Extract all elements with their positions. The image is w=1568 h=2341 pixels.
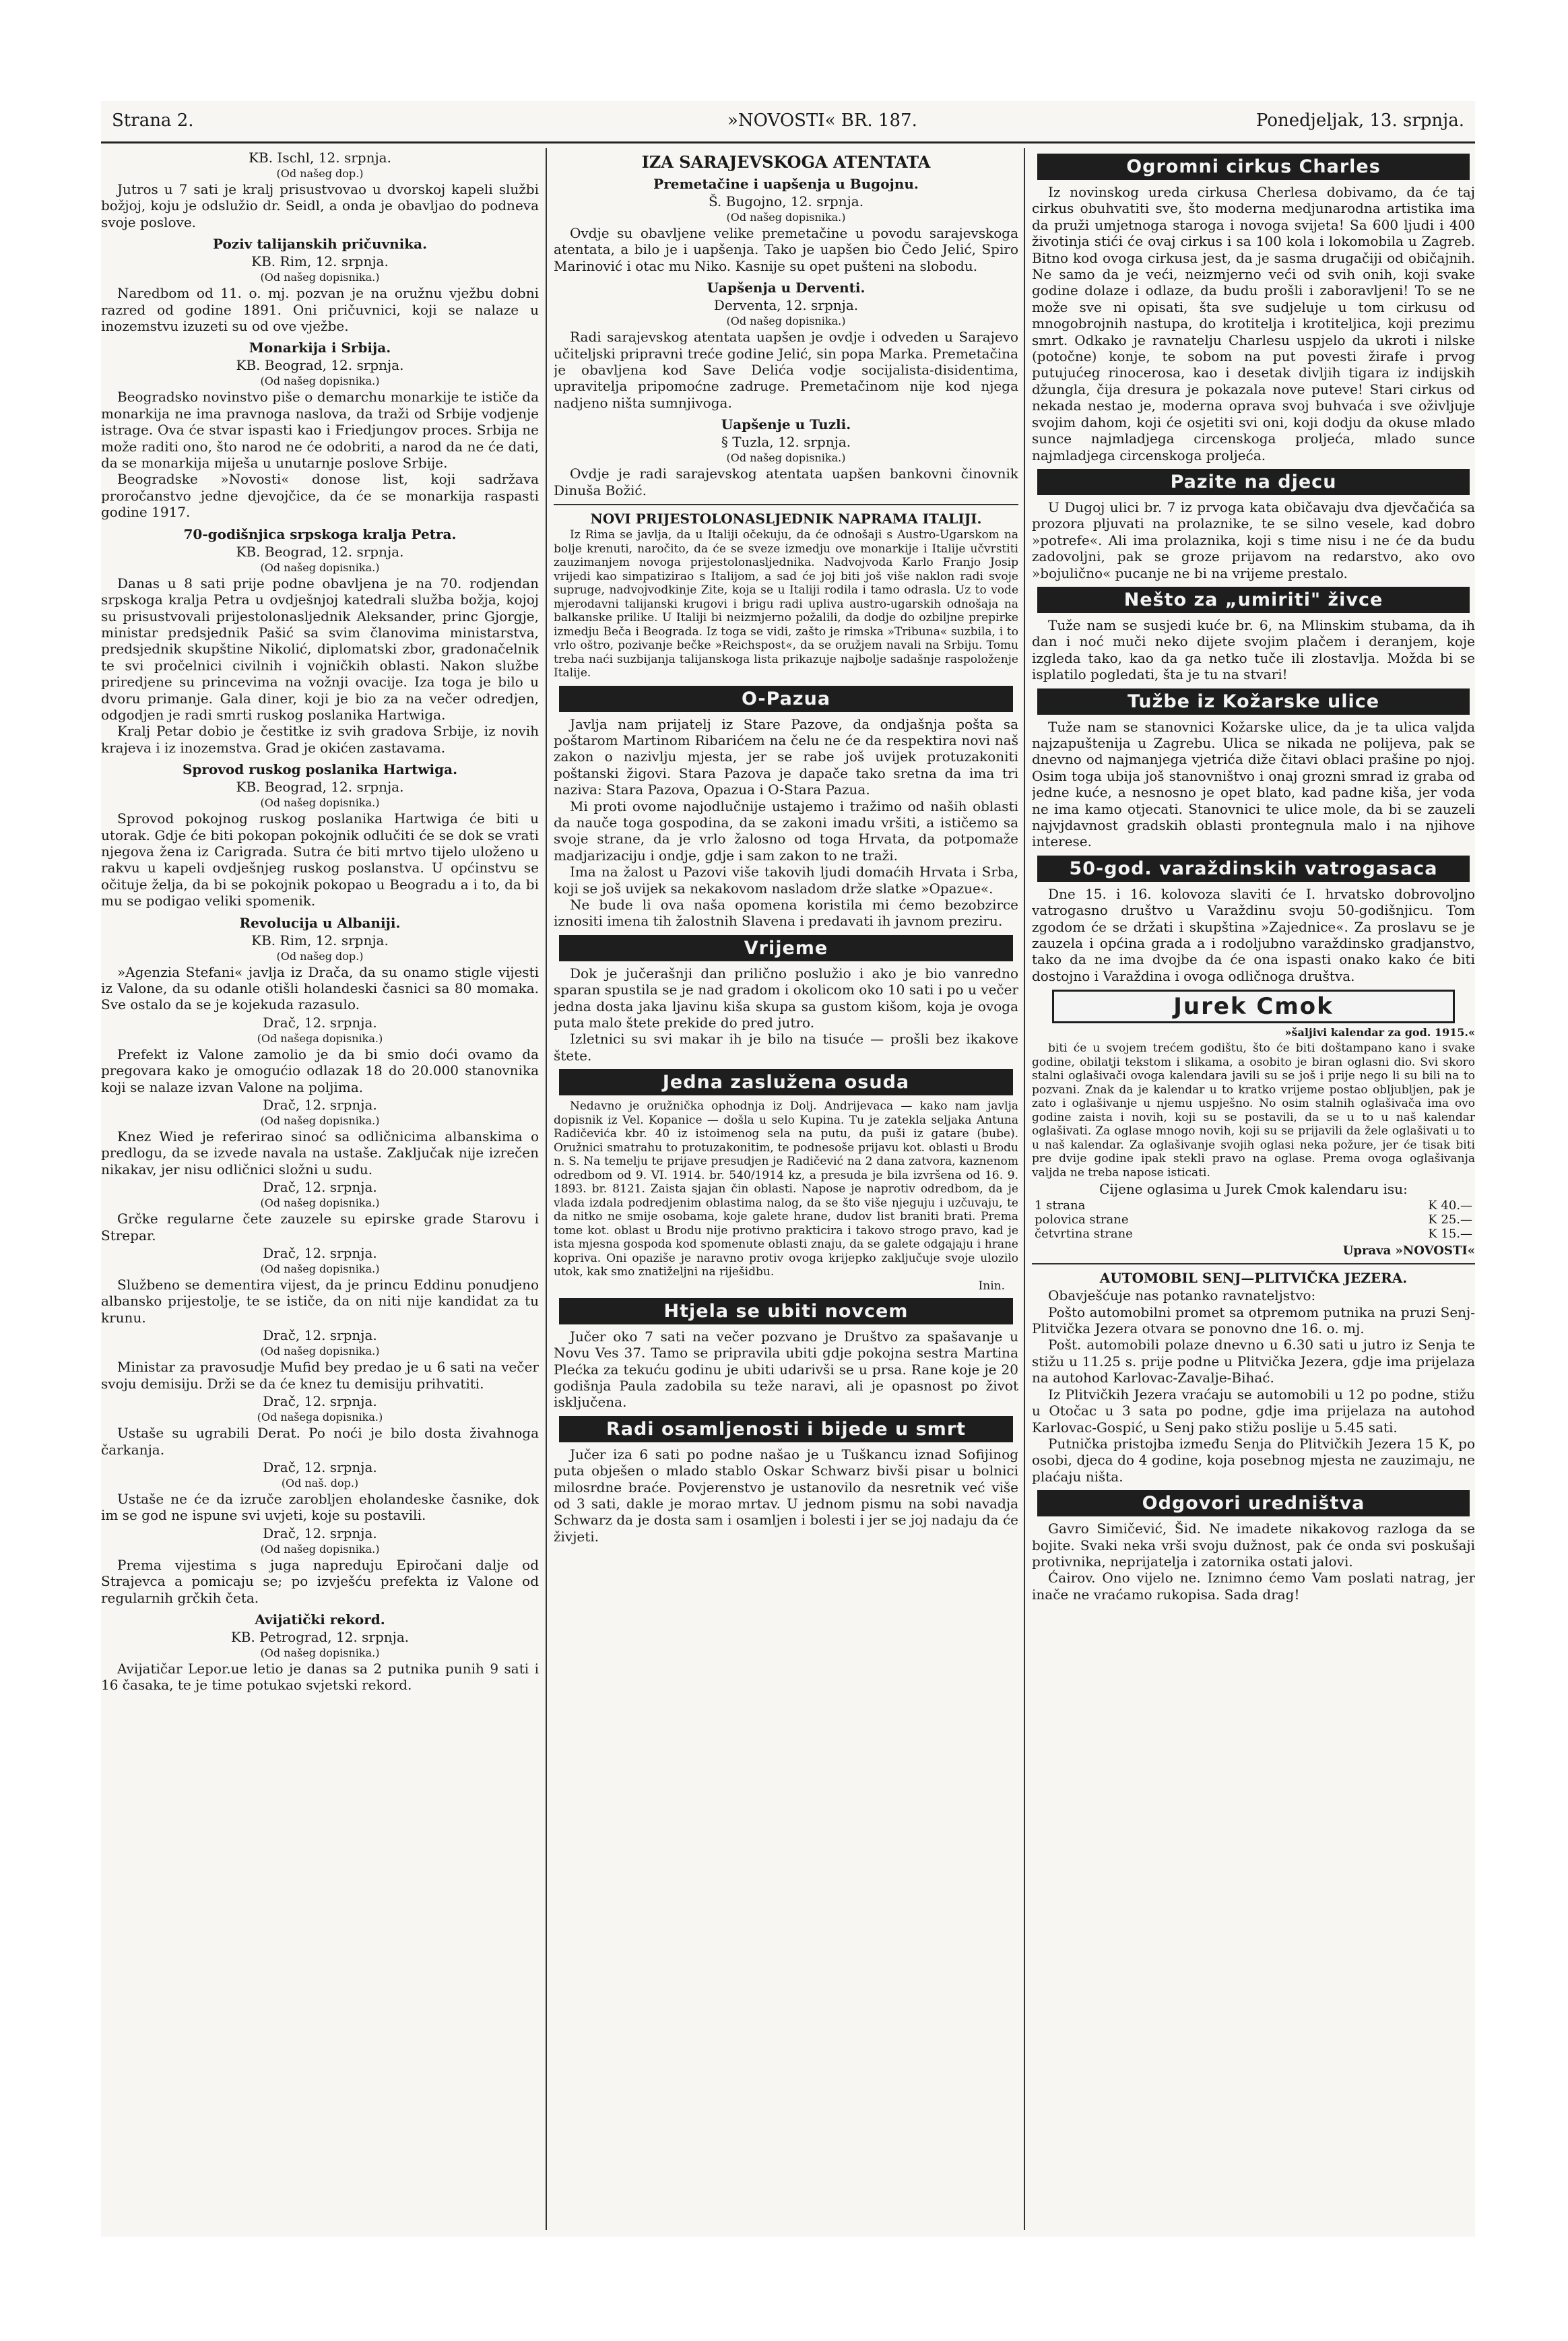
dateline: Drač, 12. srpnja. <box>263 1525 377 1541</box>
article-body: Ima na žalost u Pazovi više takovih ljudi domaćih Hrvata i Srba, koji se još uvijek sa nekakovom nasladom drže slatke »Opazue«. <box>554 864 1018 897</box>
article-body: Pošt. automobili polaze dnevno u 6.30 sati u jutro iz Senja te stižu u 11.25 s. prije podne u Plitvička Jezera, gdje ima prijelaza na autohod Karlovac-Zavalje-Bihać. <box>1032 1337 1475 1386</box>
article-body: Sprovod pokojnog ruskog poslanika Hartwiga će biti u utorak. Gdje će biti pokopan pokojnik odlučiti će se dok se vrati njegova žena iz Carigrada. Sutra će biti mrtvo tijelo uloženo u rakvu u kapeli ovdješnjeg ruskog poslanstva. U općinstvu se očituje želja, da bi se pokojnik pokopao u Beogradu a i to, da bi mu se podigao veliki spomenik. <box>101 810 539 909</box>
source: (Od našeg dopisnika.) <box>260 1646 380 1659</box>
article-body: Gavro Simičević, Šid. Ne imadete nikakovog razloga da se bojite. Svaki neka vrši svoju dužnost, pak će onda svi poskušaji protivnika, neprijatelja i zatornika ostati jalovi. <box>1032 1520 1475 1570</box>
source: (Od našeg dopisnika.) <box>726 451 846 465</box>
article-body: Ministar za pravosudje Mufid bey predao je u 6 sati na večer svoju demisiju. Drži se da će knez tu demisiju prihvatiti. <box>101 1359 539 1392</box>
price-label: polovica strane <box>1035 1213 1129 1227</box>
ad-jurek-cmok <box>1032 990 1475 1258</box>
article-vatrogasci <box>1032 856 1475 984</box>
article-body: Jučer iza 6 sati po podne našao je u Tuškancu iznad Sofijinog puta obješen o mlado stablo Oskar Schwarz bivši pisar u bolnici milosrdne braće. Povjerenstvo je ustanovilo da nesretnik već više od 3 sati, dakle je morao mrtav. U jednom pismu na sobi navadja Schwarz da je dosta sam i osamljen i bolesti i jer se joj nadaju da će živjeti. <box>554 1446 1018 1545</box>
article-body: Ustaše su ugrabili Derat. Po noći je bilo dosta živahnoga čarkanja. <box>101 1425 539 1458</box>
article-body: Službeno se dementira vijest, da je princu Eddinu ponudjeno albansko prijestolje, te se ističe, da on niti nije kandidat za tu krunu. <box>101 1277 539 1326</box>
article-body: Dok je jučerašnji dan prilično poslužio i ako je bio vanredno sparan spustila se je nad gradom i okolicom oko 10 sati i po u večer jedna dosta jaka ljavinu kiša skupa sa gustom kišom, koja je ovoga puta malo štete prekide do pred jutro. <box>554 965 1018 1031</box>
price-table <box>1032 1198 1475 1241</box>
dateline: KB. Beograd, 12. srpnja. <box>236 357 404 374</box>
dateline: Drač, 12. srpnja. <box>263 1097 377 1114</box>
issue-date: Ponedjeljak, 13. srpnja. <box>1255 110 1464 131</box>
page-number: Strana 2. <box>112 110 194 131</box>
article-albanija <box>101 915 539 1606</box>
article-body: Izletnici su svi makar ih je bilo na tisuće — prošli bez ikakove štete. <box>554 1031 1018 1064</box>
dateline: KB. Beograd, 12. srpnja. <box>236 543 404 560</box>
article-body: Beogradsko novinstvo piše o demarchu monarkije te ističe da monarkija ne ima pravnoga naslova, da traži od Srbije vodjenje istrage. Ova će stvar ispasti kao i Friedjungov proces. Srbija ne može raditi ono, što narod ne će odobriti, a narod da ne će dati, da se monarkija miješa u unutarnje poslove Srbije. <box>101 389 539 472</box>
article-body: Dne 15. i 16. kolovoza slaviti će I. hrvatsko dobrovoljno vatrogasno društvo u Varaždinu svoju 50-godišnjicu. Tom zgodom će se držati i skupština »Zajednice«. Za proslavu se je zauzela i općina grada a i rodoljubno varaždinsko gradjanstvo, tako da ne ima dvojbe da će ona ispasti onako kako će biti dostojno i Varaždina i ovoga odličnoga društva. <box>1032 885 1475 984</box>
source: (Od našeg dopisnika.) <box>260 1196 380 1210</box>
article-body: Tuže nam se stanovnici Kožarske ulice, da je ta ulica valjda najzapuštenija u Zagrebu. Ulica se nikada ne polijeva, pak se dnevno od najmanjega vjetrića diže čitavi oblaci prašine po njoj. Osim toga ubija još stanovništvo i onaj grozni smrad iz graba od jedne kuće, a nesnosno je opet blato, kad padne kiša, jer voda ne ima kamo otjecati. Stanovnici te ulice mole, da bi se zauzeli najvjdavnost gradskih oblasti prontegnula malo i na njihove interese. <box>1032 718 1475 850</box>
source: (Od našega dopisnika.) <box>257 1031 383 1045</box>
article-title: Pazite na djecu <box>1037 469 1470 495</box>
article-prijestolonasljednik <box>554 511 1018 680</box>
article-title: Avijatički rekord. <box>255 1611 385 1628</box>
article-pazua <box>554 686 1018 930</box>
article-body: U Dugoj ulici br. 7 iz prvoga kata običavaju dva djevčačića sa prozora pljuvati na prolaznike, te se silno vesele, kad dobro »potrefe«. Ali ima prolaznika, koji s time nisu i ne će da budu zadovoljni, pak se groze prijavom na redarstvo, ako ovo »bojuličnо« pucanje ne bi na vrijeme prestalo. <box>1032 499 1475 581</box>
source: (Od našeg dopisnika.) <box>260 1542 380 1556</box>
article-title: Htjela se ubiti novcem <box>559 1298 1013 1324</box>
article-derventa <box>554 280 1018 411</box>
dateline: Drač, 12. srpnja. <box>263 1014 377 1031</box>
article-title: Uapšenje u Tuzli. <box>721 416 851 433</box>
source: (Od našeg dopisnika.) <box>260 1345 380 1358</box>
price-label: 1 strana <box>1035 1198 1086 1213</box>
article-petar <box>101 526 539 756</box>
dateline: Drač, 12. srpnja. <box>263 1393 377 1410</box>
column-3 <box>1032 148 1475 2230</box>
article-sarajevo <box>554 152 1018 274</box>
article-body: Nedavno je oružnička ophodnja iz Dolj. Andrijevaca — kako nam javlja dopisnik iz Vel. Kopanice — došla u selo Kupina. Tu je zatekla seljaka Antuna Radičevića kbr. 40 iz istoimenog sela na putu, da puši iz gatare (bube). Oružnici smatrahu to protuzakonitim, te podnesoše prijavu kot. oblasti u Brodu n. S. Na temelju te prijave presudjen je Radičević na 2 dana zatvora, kaznenom odredbom od 9. VI. 1914. br. 540/1914 kz, a presuda je bila izvršena od 16. 9. 1893. br. 8121. Zaista sjajan čin oblasti. Napose je naprotiv odredbom, da je vlada izdala podredjenim oblastima nalog, da se što više njeguju i uzčuvaju, te da nitko ne smije osobama, koje galete hrane, dudov list braniti brati. Prema tome kot. oblast u Brodu nije protivno prakticira i takovo strogo pravo, kad je ista mjesna gospoda kod spomenute oblasti znaju, da se galete odgajaju i hrane kopriva. Oni opaziše je naravno protiv ovoga krijepko zaključuje svoje ulozilo utok, kak smo znatiželjni na riješidbu. <box>554 1099 1018 1279</box>
article-body: Iz Rima se javlja, da u Italiji očekuju, da će odnošaji s Austro-Ugarskom na bolje krenuti, naročito, da će se sveze izmedju ove monarkije i Italije učvrstiti zauzimanjem novoga prijestolonasljednika. Nadvojvoda Karlo Franjo Josip vrijedi kao simpatizirao s Italijom, a sad će joj biti još više naklon radi svoje supruge, nadvojvodkinje Zite, koja se u Italiji rodila i tamo odrasla. Uz to vode mjerodavni talijanski krugovi i brigu radi upliva austro-ugarskih odnošaja na balkanske prilike. U Italiji bi neizmjerno požalili, da dodje do ozbiljne prepirke izmedju Beča i Beograda. Iz toga se vidi, zašto je rimska »Tribuna« suzbila, i to vrlo oštro, pozivanje bečke »Reichspost«, da se oružjem navali na Srbiju. Tomu treba naći suzbijanja talijanskoga lista prikazuje najbolje sadašnje raspoloženje Italije. <box>554 528 1018 680</box>
article-body: Radi sarajevskog atentata uapšen je ovdje i odveden u Sarajevo učiteljski pripravni treće godine Jelić, sin popa Marka. Premetačina je obavljena kod Save Delića vodje socijalista-disidentima, upraviteljа pripomoćne zadruge. Premetačinom nije kod njega nadjeno ništa sumnjivoga. <box>554 329 1018 411</box>
article-body: Avijatičar Lepor.ue letio je danas sa 2 putnika punih 9 sati i 16 časaka, te je time potukao svjetski rekord. <box>101 1660 539 1694</box>
source: (Od našeg dopisnika.) <box>260 375 380 388</box>
article-title: Odgovori uredništva <box>1037 1490 1470 1516</box>
article-body: Danas u 8 sati prije podne obavljena je na 70. rodjendan srpskoga kralja Petra u ovdješnjoj katedrali služba božja, kojoj su prisustvovali prijestolonasljednik Aleksander, princ Gjorgje, ministar predsjednik Pašić sa svim članovima ministarstva, predsjednik skupštine Nikolić, diplomatski zbor, gradonačelnik te svi pročelnici civilnih i vojničkih oblasti. Nakon službe priredjene su princevima na vožnji ovacije. Iza toga je bilo u dvoru primanje. Gala diner, koji je bio za na večer odredjen, odgodjen je radi smrti ruskog poslanika Hartwiga. <box>101 575 539 723</box>
article-title: AUTOMOBIL SENJ—PLITVIČKA JEZERA. <box>1099 1270 1408 1287</box>
price-row <box>1032 1198 1475 1213</box>
ad-title: Jurek Cmok <box>1052 990 1455 1023</box>
price-row <box>1032 1227 1475 1241</box>
dateline: KB. Rim, 12. srpnja. <box>251 253 389 270</box>
article-title: Sprovod ruskog poslanika Hartwiga. <box>182 761 458 778</box>
source: (Od naš. dop.) <box>281 1476 359 1489</box>
separator <box>1032 1263 1475 1264</box>
dateline: KB. Beograd, 12. srpnja. <box>236 779 404 796</box>
column-divider <box>546 148 547 2230</box>
ad-subtitle: »šaljivi kalendar za god. 1915.« <box>1284 1026 1475 1039</box>
article-kozarska <box>1032 688 1475 850</box>
prices-title: Cijene oglasima u Jurek Cmok kalendaru isu: <box>1099 1181 1408 1198</box>
article-body: Javlja nam prijatelj iz Stare Pazove, da ondjašnja pošta sa poštarom Martinom Ribarićem na čelu ne će da respektira novi naš zakon o nazivlju mjesta, jer se rabe još uvijek protuzakoniti poštanski žigovi. Stara Pazova je dapače tako sretna da ima tri naziva: Stara Pazova, Opazua i O-Stara Pazua. <box>554 715 1018 798</box>
article-utopiti <box>554 1298 1018 1411</box>
source: (Od našeg dop.) <box>276 167 364 180</box>
dateline: Derventa, 12. srpnja. <box>713 297 859 314</box>
source: (Od našeg dop.) <box>276 949 364 963</box>
dateline: KB. Ischl, 12. srpnja. <box>249 150 391 166</box>
article-title: Vrijeme <box>559 935 1013 961</box>
source: (Od našeg dopisnika.) <box>260 560 380 574</box>
source: (Od našeg dopisnika.) <box>260 1262 380 1276</box>
article-body: Ustaše ne će da izruče zarobljen eholandeske časnike, dok im se god ne ispune svi uvjeti, koje su postavili. <box>101 1490 539 1524</box>
price-value: K 15.— <box>1428 1227 1472 1242</box>
article-title: Tužbe iz Kožarske ulice <box>1037 688 1470 715</box>
price-value: K 25.— <box>1428 1213 1472 1227</box>
article-title: Jedna zaslužena osuda <box>559 1069 1013 1095</box>
article-title: NOVI PRIJESTOLONASLJEDNIK NAPRAMA ITALIJI. <box>590 511 982 527</box>
article-body: Ovdje je radi sarajevskog atentata uapšen bankovni činovnik Dinuša Božić. <box>554 466 1018 499</box>
article-sprovod <box>101 761 539 909</box>
article-title: Radi osamljenosti i bijede u smrt <box>559 1416 1013 1442</box>
source: (Od našeg dopisnika.) <box>260 1114 380 1128</box>
article-body: Pošto automobilni promet sa otpremom putnika na pruzi Senj-Plitvička Jezera otvara se ponovno dne 16. o. mj. <box>1032 1304 1475 1337</box>
price-label: četvrtina strane <box>1035 1227 1133 1242</box>
article-body: Putnička pristojba između Senja do Plitvičkih Jezera 15 K, po osobi, djeca do 4 godine, koja posebnog mjesta ne zauzimaju, ne plaćaju ništa. <box>1032 1435 1475 1485</box>
article-title: IZA SARAJEVSKOGA ATENTATA <box>641 152 931 172</box>
price-value: K 40.— <box>1428 1198 1472 1213</box>
issue-number: »NOVOSTI« BR. 187. <box>727 110 917 131</box>
signature: Inin. <box>978 1279 1005 1293</box>
article-zivce <box>1032 587 1475 683</box>
article-title: 70-godišnjica srpskoga kralja Petra. <box>183 525 457 542</box>
article-body: Beogradske »Novosti« donose list, koji sadržava proročanstvo jedne djevojčice, da će se monarkija raspasti godine 1917. <box>101 471 539 521</box>
dateline: Š. Bugojno, 12. srpnja. <box>708 193 864 210</box>
article-tuzla <box>554 416 1018 499</box>
column-1 <box>101 148 539 2230</box>
ad-signature: Uprava »NOVOSTI« <box>1342 1244 1475 1258</box>
dateline: Drač, 12. srpnja. <box>263 1245 377 1262</box>
article-title: O-Pazua <box>559 686 1013 712</box>
article-monarkija <box>101 340 539 520</box>
dateline: Drač, 12. srpnja. <box>263 1458 377 1475</box>
article-cirkus <box>1032 154 1475 463</box>
source: (Od našega dopisnika.) <box>257 1411 383 1424</box>
article-body: Ne bude li ova naša opomena koristila mi ćemo bezobzirce iznositi imena tih žalostnih Slavena i predavati ih javnom preziru. <box>554 897 1018 930</box>
article-osamljenost <box>554 1416 1018 1545</box>
article-title: Poziv talijanskih pričuvnika. <box>212 236 428 253</box>
article-ischl <box>101 150 539 230</box>
article-avijaticki <box>101 1611 539 1694</box>
newspaper-page <box>101 101 1475 2237</box>
article-body: Mi proti ovome najodlučnije ustajemo i tražimo od naših oblasti da nauče toga gospodina, da se zakoni imadu vršiti, a ističemo sa svoje strane, da je vrlo žalosno od toga Hrvata, da potpomaže madjarizaciju i ondje, gdje i sam zakon to ne traži. <box>554 798 1018 864</box>
column-divider <box>1024 148 1025 2230</box>
article-body: »Agenzia Stefani« javlja iz Drača, da su onamo stigle vijesti iz Valone, da su odanle otišli holandeski časnici sa 80 momaka. Sve ostalo da se je kojekuda razasulo. <box>101 963 539 1013</box>
page-header <box>101 101 1475 143</box>
source: (Od našeg dopisnika.) <box>260 271 380 284</box>
source: (Od našeg dopisnika.) <box>260 796 380 810</box>
article-body: Kralj Petar dobio je čestitke iz svih gradova Srbije, iz novih krajeva i iz inozemstva. Grad je okićen zastavama. <box>101 723 539 756</box>
article-body: Naredbom od 11. o. mj. pozvan je na oružnu vježbu dobni razred od godine 1891. Oni pričuvnici, koji se nalaze u inozemstvu izuzeti su od ove vježbe. <box>101 285 539 335</box>
source: (Od našeg dopisnika.) <box>726 211 846 224</box>
dateline: Drač, 12. srpnja. <box>263 1327 377 1344</box>
article-body: Iz Plitvičkih Jezera vraćaju se automobili u 12 po podne, stižu u Otočac u 3 sata po podne, gdje ima prijelaza na autohod Karlovac-Gospić, u Senj pako stižu poslije u 5.45 sati. <box>1032 1386 1475 1436</box>
article-body: Tuže nam se susjedi kuće br. 6, na Mlinskim stubama, da ih dan i noć muči neko dijete svojim plačem i deranjem, koje izgleda tako, kao da ga netko tuče ili zlostavlja. Možda bi se isplatilo pogledati, šta je tu na stvari! <box>1032 616 1475 683</box>
dateline: § Tuzla, 12. srpnja. <box>721 434 851 451</box>
article-title: Monarkija i Srbija. <box>249 340 391 356</box>
dateline: Drač, 12. srpnja. <box>263 1179 377 1196</box>
article-odgovori <box>1032 1490 1475 1603</box>
article-automobil <box>1032 1270 1475 1485</box>
article-body: Ćairov. Ono vijelo ne. Iznimno ćemo Vam poslati natrag, jer inače ne vraćamo rukopisa. Sada drag! <box>1032 1570 1475 1603</box>
dateline: KB. Petrograd, 12. srpnja. <box>230 1628 410 1645</box>
article-title: Ogromni cirkus Charles <box>1037 154 1470 180</box>
article-body: Iz novinskog ureda cirkusa Cherlesa dobivamo, da će taj cirkus obuhvatiti sve, što moderna medjunarodna artistika ima da pruži umjetnoga staroga i novoga svijeta! Sa 600 ljudi i 400 životinja stići će ovaj cirkus i sa 100 kola i lokomobila u Zagreb. Bitno kod ovoga cirkusa jest, da je sasma drugačiji od običajnih. Ne samo da je veći, neizmjerno veći od svih onih, koji svake godine dolaze i odlaze, da budu prošli i zaboravljeni! To se ne može sve ni opisati, šta sve sudjeluje u tom cirkusu od mnogobrojnih nastupa, do krotitelja i krotiteljica, koji prezimu smrt. Odkako je ravnatelju Charlesu uspjelo da ukroti i nilske (potočne) konje, te sobom na put povesti žirafe i prvog putujućeg rinocerosa, kao i desetak divljih tigara iz indijskih džungla, čija dresura je pokazala nove puteve! Stari cirkus od nekada nestao je, moderna oprava svoj buhvaća i sve oživljuje svojim dahom, koji će osjetiti svi oni, koji dodju da okuse mlado sunce najmladjega circenskoga proljeća, mlado sunce najmladjega circenskoga proljeća. <box>1032 184 1475 463</box>
article-title: Nešto za „umiriti" živce <box>1037 587 1470 613</box>
article-poziv <box>101 236 539 334</box>
article-body: Obavješćuje nas potanko ravnateljstvo: <box>1048 1287 1316 1304</box>
source: (Od našeg dopisnika.) <box>726 315 846 328</box>
article-title: 50-god. varaždinskih vatrogasaca <box>1037 856 1470 882</box>
separator <box>554 504 1018 505</box>
article-body: Jutros u 7 sati je kralj prisustvovao u dvorskoj kapeli službi božjoj, koju je odslužio dr. Seidl, a onda je obavljao do podneva svoje poslove. <box>101 181 539 230</box>
article-osuda <box>554 1069 1018 1293</box>
article-title: Revolucija u Albaniji. <box>239 914 401 931</box>
article-body: Ovdje su obavljene velike premetačine u povodu sarajevskoga atentata, a bilo je i uapšenja. Tako je uapšen bio Čedo Jelić, Spiro Marinović i otac mu Niko. Kasnije su opet pušteni na slobodu. <box>554 225 1018 274</box>
article-vrijeme <box>554 935 1018 1064</box>
article-djecu <box>1032 469 1475 581</box>
article-body: Jučer oko 7 sati na večer pozvano je Društvo za spašavanje u Novu Ves 37. Tamo se pripravila ubiti gdje pokojna sestra Martina Plećka za tekuću godinu je ubiti udarivši se u prsa. Rane koje je 20 godišnja Paula zadobila su teže naravi, ali je opasnost po život isključena. <box>554 1328 1018 1411</box>
dateline: KB. Rim, 12. srpnja. <box>251 932 389 949</box>
article-body: Grčke regularne čete zauzele su epirske grade Starovu i Strepar. <box>101 1211 539 1244</box>
article-title: Uapšenja u Derventi. <box>707 280 865 296</box>
ad-body: biti će u svojem trećem godištu, što će biti doštampano kano i svake godine, obilatji tekstom i slikama, a osobito je biran oglasni dio. Svi skoro stalni oglašivači ovoga kalendara javili su se još i prije nego li su bili na to pozvani. Znak da je kalendar u to kratko vrijeme postao obljubljen, pak je zato i oglašivanje u njemu uspješno. No osim stalnih oglašivača ima ovo godine zaista i novih, koji su se postavili, da se u to u naš kalendar oglašivati. Za oglase mnogo novih, koji su se prijavili da žele oglašivati u to u naš kalendar. Za oglašivanje svojih oglasi neka požure, jer će tisak biti pre dvije godine ipak stekli pravo na oglase. Prema ovoga oglašivanja valjda ne treba napose isticati. <box>1032 1041 1475 1180</box>
article-subtitle: Premetačine i uapšenja u Bugojnu. <box>653 176 919 192</box>
column-2 <box>554 148 1018 2230</box>
article-body: Prefekt iz Valone zamolio je da bi smio doći ovamo da pregovara kako je omogućio odlazak 18 do 20.000 stanovnika koji se nalaze izvan Valone na poljima. <box>101 1046 539 1095</box>
price-row <box>1032 1213 1475 1227</box>
article-body: Knez Wied je referirao sinoć sa odličnicima albanskima o predlogu, da se izvede navala na ustaše. Zaključak nije izrečen nikakav, jer nisu odličnici složni u sudu. <box>101 1128 539 1178</box>
article-body: Prema vijestima s juga napreduju Epiročani dalje od Strajevca a pomicaju se; po izvješću prefekta iz Valone od regularnih grčkih četa. <box>101 1556 539 1606</box>
